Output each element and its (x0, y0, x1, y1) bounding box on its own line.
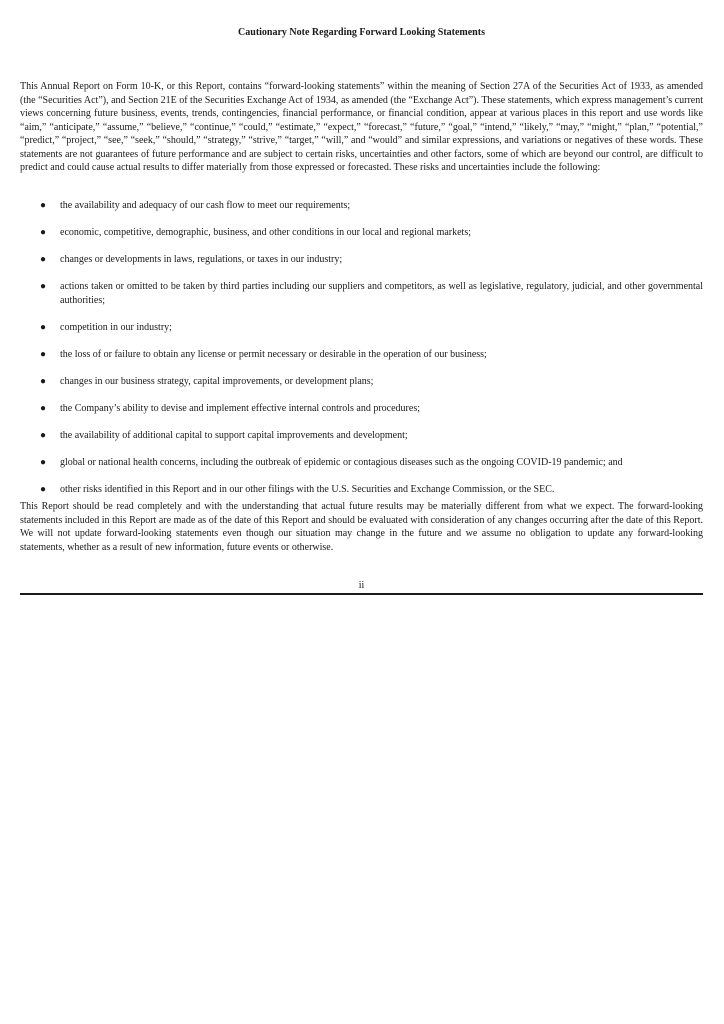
bullet-icon: ● (39, 483, 47, 495)
list-item-text: economic, competitive, demographic, business, and other conditions in our local and regional markets; (60, 227, 472, 238)
list-item-text: changes in our business strategy, capital improvements, or development plans; (60, 375, 374, 387)
bullet-icon: ● (39, 321, 47, 333)
list-item-text: competition in our industry; (60, 321, 172, 333)
list-item (20, 199, 703, 213)
page-number: ii (358, 580, 365, 591)
list-item (20, 375, 703, 389)
bullet-icon: ● (39, 429, 47, 441)
list-item (20, 429, 703, 443)
list-item (20, 226, 703, 240)
list-item-text: the availability and adequacy of our cash flow to meet our requirements; (60, 200, 351, 211)
page-divider (20, 593, 703, 595)
list-item (20, 402, 703, 416)
bullet-icon: ● (39, 456, 47, 468)
list-item (20, 280, 703, 307)
list-item-text: global or national health concerns, including the outbreak of epidemic or contagious diseases such as the ongoing COVID-19 pandemic; and (60, 456, 623, 468)
list-item (20, 456, 703, 470)
section-title: Cautionary Note Regarding Forward Looking Statements (238, 27, 485, 38)
list-item-text: changes or developments in laws, regulations, or taxes in our industry; (60, 254, 343, 265)
list-item-text: the loss of or failure to obtain any license or permit necessary or desirable in the operation of our business; (60, 348, 487, 360)
risk-factor-list (20, 199, 703, 510)
list-item-text: other risks identified in this Report and in our other filings with the U.S. Securities and Exchange Commission, or the SEC. (60, 483, 555, 495)
list-item (20, 321, 703, 335)
bullet-icon: ● (39, 227, 47, 238)
list-item (20, 483, 703, 497)
list-item-text: the Company’s ability to devise and implement effective internal controls and procedures; (60, 402, 420, 414)
bullet-icon: ● (39, 200, 47, 211)
list-item (20, 348, 703, 362)
bullet-icon: ● (39, 281, 47, 292)
list-item (20, 253, 703, 267)
closing-paragraph: This Report should be read completely and with the understanding that actual future results may be materially different from what we expect. The forward-looking statements included in this Report are made as of the date of this Report and should be evaluated with consideration of any changes occurring after the date of this Report. We will not update forward-looking statements even though our situation may change in the future and we assume no obligation to update any forward-looking statements, whether as a result of new information, future events or otherwise. (20, 501, 703, 553)
list-item-text: actions taken or omitted to be taken by third parties including our suppliers and competitors, as well as legislative, regulatory, judicial, and other governmental authorities; (60, 281, 703, 306)
bullet-icon: ● (39, 402, 47, 414)
list-item-text: the availability of additional capital to support capital improvements and development; (60, 429, 408, 441)
bullet-icon: ● (39, 254, 47, 265)
bullet-icon: ● (39, 375, 47, 387)
bullet-icon: ● (39, 348, 47, 360)
intro-paragraph: This Annual Report on Form 10-K, or this Report, contains “forward-looking statements” within the meaning of Section 27A of the Securities Act of 1933, as amended (the “Securities Act”), and Section 21E of the Securities Exchange Act of 1934, as amended (the “Exchange Act”). These statements, which express management’s current views concerning future business, events, trends, contingencies, financial performance, or financial condition, appear at various places in this report and use words like “aim,” “anticipate,” “assume,” “believe,” “continue,” “could,” “estimate,” “expect,” “forecast,” “future,” “goal,” “intend,” “likely,” “may,” “might,” “plan,” “potential,” “predict,” “project,” “see,” “seek,” “should,” “strategy,” “strive,” “target,” “will,” and “would” and similar expressions, and variations or negatives of these words. These statements are not guarantees of future performance and are subject to certain risks, uncertainties and other factors, some of which are beyond our control, are difficult to predict and could cause actual results to differ materially from those expressed or forecasted. These risks and uncertainties include the following: (20, 81, 703, 173)
